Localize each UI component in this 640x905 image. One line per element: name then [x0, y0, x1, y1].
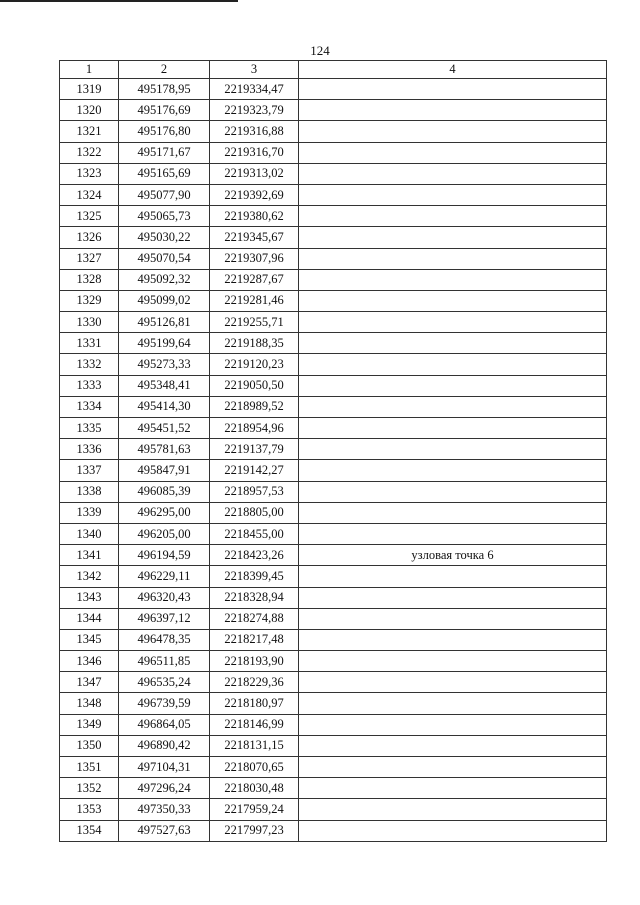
y-coordinate-cell: 2219380,62 — [210, 206, 299, 227]
note-cell — [299, 354, 607, 375]
x-coordinate-cell: 495099,02 — [119, 290, 210, 311]
y-coordinate-cell: 2218217,48 — [210, 629, 299, 650]
point-number-cell: 1345 — [60, 629, 119, 650]
y-coordinate-cell: 2219323,79 — [210, 100, 299, 121]
note-cell — [299, 163, 607, 184]
x-coordinate-cell: 495847,91 — [119, 460, 210, 481]
note-cell — [299, 820, 607, 841]
table-row — [60, 757, 607, 778]
point-number-cell: 1325 — [60, 206, 119, 227]
table-row — [60, 142, 607, 163]
table-row — [60, 672, 607, 693]
point-number-cell: 1348 — [60, 693, 119, 714]
x-coordinate-cell: 496205,00 — [119, 523, 210, 544]
y-coordinate-cell: 2219050,50 — [210, 375, 299, 396]
point-number-cell: 1349 — [60, 714, 119, 735]
point-number-cell: 1344 — [60, 608, 119, 629]
table-row — [60, 227, 607, 248]
note-cell — [299, 481, 607, 502]
point-number-cell: 1319 — [60, 79, 119, 100]
x-coordinate-cell: 495178,95 — [119, 79, 210, 100]
y-coordinate-cell: 2219188,35 — [210, 333, 299, 354]
x-coordinate-cell: 495273,33 — [119, 354, 210, 375]
y-coordinate-cell: 2219255,71 — [210, 312, 299, 333]
point-number-cell: 1330 — [60, 312, 119, 333]
y-coordinate-cell: 2218146,99 — [210, 714, 299, 735]
x-coordinate-cell: 496397,12 — [119, 608, 210, 629]
table-row — [60, 184, 607, 205]
y-coordinate-cell: 2218030,48 — [210, 778, 299, 799]
point-number-cell: 1341 — [60, 545, 119, 566]
coordinates-table — [59, 60, 607, 842]
table-row — [60, 820, 607, 841]
y-coordinate-cell: 2217959,24 — [210, 799, 299, 820]
point-number-cell: 1336 — [60, 439, 119, 460]
point-number-cell: 1342 — [60, 566, 119, 587]
note-cell — [299, 651, 607, 672]
point-number-cell: 1338 — [60, 481, 119, 502]
x-coordinate-cell: 495092,32 — [119, 269, 210, 290]
table-row — [60, 481, 607, 502]
table-row — [60, 799, 607, 820]
table-row — [60, 312, 607, 333]
y-coordinate-cell: 2218131,15 — [210, 735, 299, 756]
point-number-cell: 1333 — [60, 375, 119, 396]
x-coordinate-cell: 497104,31 — [119, 757, 210, 778]
x-coordinate-cell: 496320,43 — [119, 587, 210, 608]
y-coordinate-cell: 2219313,02 — [210, 163, 299, 184]
x-coordinate-cell: 496511,85 — [119, 651, 210, 672]
point-number-cell: 1329 — [60, 290, 119, 311]
point-number-cell: 1327 — [60, 248, 119, 269]
y-coordinate-cell: 2219345,67 — [210, 227, 299, 248]
column-header-3: 3 — [210, 61, 299, 79]
y-coordinate-cell: 2218957,53 — [210, 481, 299, 502]
y-coordinate-cell: 2218070,65 — [210, 757, 299, 778]
x-coordinate-cell: 495199,64 — [119, 333, 210, 354]
column-header-1: 1 — [60, 61, 119, 79]
table-row — [60, 523, 607, 544]
point-number-cell: 1334 — [60, 396, 119, 417]
note-cell: узловая точка 6 — [299, 545, 607, 566]
column-header-4: 4 — [299, 61, 607, 79]
point-number-cell: 1320 — [60, 100, 119, 121]
y-coordinate-cell: 2218423,26 — [210, 545, 299, 566]
note-cell — [299, 227, 607, 248]
y-coordinate-cell: 2219392,69 — [210, 184, 299, 205]
y-coordinate-cell: 2218989,52 — [210, 396, 299, 417]
point-number-cell: 1328 — [60, 269, 119, 290]
note-cell — [299, 460, 607, 481]
note-cell — [299, 248, 607, 269]
x-coordinate-cell: 495171,67 — [119, 142, 210, 163]
note-cell — [299, 693, 607, 714]
y-coordinate-cell: 2219142,27 — [210, 460, 299, 481]
point-number-cell: 1332 — [60, 354, 119, 375]
x-coordinate-cell: 495126,81 — [119, 312, 210, 333]
note-cell — [299, 778, 607, 799]
point-number-cell: 1324 — [60, 184, 119, 205]
y-coordinate-cell: 2218954,96 — [210, 418, 299, 439]
point-number-cell: 1353 — [60, 799, 119, 820]
x-coordinate-cell: 496890,42 — [119, 735, 210, 756]
note-cell — [299, 672, 607, 693]
table-row — [60, 100, 607, 121]
point-number-cell: 1337 — [60, 460, 119, 481]
y-coordinate-cell: 2219287,67 — [210, 269, 299, 290]
note-cell — [299, 396, 607, 417]
table-row — [60, 502, 607, 523]
x-coordinate-cell: 496229,11 — [119, 566, 210, 587]
note-cell — [299, 735, 607, 756]
y-coordinate-cell: 2218455,00 — [210, 523, 299, 544]
x-coordinate-cell: 496535,24 — [119, 672, 210, 693]
table-row — [60, 163, 607, 184]
page-number: 124 — [310, 43, 330, 58]
point-number-cell: 1346 — [60, 651, 119, 672]
note-cell — [299, 587, 607, 608]
table-row — [60, 290, 607, 311]
y-coordinate-cell: 2219307,96 — [210, 248, 299, 269]
header-row — [60, 61, 607, 79]
x-coordinate-cell: 497350,33 — [119, 799, 210, 820]
note-cell — [299, 418, 607, 439]
note-cell — [299, 312, 607, 333]
table-row — [60, 714, 607, 735]
x-coordinate-cell: 495065,73 — [119, 206, 210, 227]
y-coordinate-cell: 2217997,23 — [210, 820, 299, 841]
x-coordinate-cell: 497527,63 — [119, 820, 210, 841]
table-row — [60, 418, 607, 439]
table-row — [60, 248, 607, 269]
table-body — [60, 79, 607, 842]
note-cell — [299, 79, 607, 100]
table-row — [60, 566, 607, 587]
note-cell — [299, 608, 607, 629]
table-row — [60, 693, 607, 714]
top-rule — [0, 0, 238, 2]
x-coordinate-cell: 495176,80 — [119, 121, 210, 142]
x-coordinate-cell: 495030,22 — [119, 227, 210, 248]
y-coordinate-cell: 2219137,79 — [210, 439, 299, 460]
note-cell — [299, 714, 607, 735]
y-coordinate-cell: 2219120,23 — [210, 354, 299, 375]
point-number-cell: 1322 — [60, 142, 119, 163]
y-coordinate-cell: 2218193,90 — [210, 651, 299, 672]
table-row — [60, 778, 607, 799]
y-coordinate-cell: 2218399,45 — [210, 566, 299, 587]
point-number-cell: 1321 — [60, 121, 119, 142]
table-row — [60, 206, 607, 227]
point-number-cell: 1347 — [60, 672, 119, 693]
y-coordinate-cell: 2218805,00 — [210, 502, 299, 523]
x-coordinate-cell: 495176,69 — [119, 100, 210, 121]
y-coordinate-cell: 2218328,94 — [210, 587, 299, 608]
table-row — [60, 121, 607, 142]
x-coordinate-cell: 497296,24 — [119, 778, 210, 799]
point-number-cell: 1323 — [60, 163, 119, 184]
note-cell — [299, 566, 607, 587]
column-header-2: 2 — [119, 61, 210, 79]
x-coordinate-cell: 496085,39 — [119, 481, 210, 502]
note-cell — [299, 142, 607, 163]
note-cell — [299, 206, 607, 227]
table-row — [60, 587, 607, 608]
table-row — [60, 651, 607, 672]
x-coordinate-cell: 495781,63 — [119, 439, 210, 460]
y-coordinate-cell: 2218274,88 — [210, 608, 299, 629]
table-row — [60, 735, 607, 756]
y-coordinate-cell: 2218229,36 — [210, 672, 299, 693]
table-row — [60, 545, 607, 566]
table-row — [60, 333, 607, 354]
note-cell — [299, 799, 607, 820]
point-number-cell: 1331 — [60, 333, 119, 354]
note-cell — [299, 757, 607, 778]
table-row — [60, 375, 607, 396]
x-coordinate-cell: 496864,05 — [119, 714, 210, 735]
y-coordinate-cell: 2218180,97 — [210, 693, 299, 714]
x-coordinate-cell: 496739,59 — [119, 693, 210, 714]
point-number-cell: 1326 — [60, 227, 119, 248]
note-cell — [299, 100, 607, 121]
table-row — [60, 79, 607, 100]
point-number-cell: 1354 — [60, 820, 119, 841]
table-row — [60, 608, 607, 629]
x-coordinate-cell: 495077,90 — [119, 184, 210, 205]
note-cell — [299, 121, 607, 142]
y-coordinate-cell: 2219281,46 — [210, 290, 299, 311]
note-cell — [299, 375, 607, 396]
y-coordinate-cell: 2219334,47 — [210, 79, 299, 100]
point-number-cell: 1340 — [60, 523, 119, 544]
table-row — [60, 354, 607, 375]
note-cell — [299, 269, 607, 290]
note-cell — [299, 629, 607, 650]
table-row — [60, 396, 607, 417]
x-coordinate-cell: 495165,69 — [119, 163, 210, 184]
table-row — [60, 460, 607, 481]
note-cell — [299, 184, 607, 205]
table-row — [60, 439, 607, 460]
x-coordinate-cell: 496194,59 — [119, 545, 210, 566]
x-coordinate-cell: 496295,00 — [119, 502, 210, 523]
table-row — [60, 269, 607, 290]
note-cell — [299, 290, 607, 311]
point-number-cell: 1350 — [60, 735, 119, 756]
x-coordinate-cell: 495070,54 — [119, 248, 210, 269]
x-coordinate-cell: 495348,41 — [119, 375, 210, 396]
point-number-cell: 1352 — [60, 778, 119, 799]
y-coordinate-cell: 2219316,70 — [210, 142, 299, 163]
y-coordinate-cell: 2219316,88 — [210, 121, 299, 142]
note-cell — [299, 333, 607, 354]
x-coordinate-cell: 495414,30 — [119, 396, 210, 417]
point-number-cell: 1339 — [60, 502, 119, 523]
point-number-cell: 1335 — [60, 418, 119, 439]
note-cell — [299, 439, 607, 460]
point-number-cell: 1351 — [60, 757, 119, 778]
point-number-cell: 1343 — [60, 587, 119, 608]
x-coordinate-cell: 496478,35 — [119, 629, 210, 650]
note-cell — [299, 523, 607, 544]
x-coordinate-cell: 495451,52 — [119, 418, 210, 439]
table-row — [60, 629, 607, 650]
note-cell — [299, 502, 607, 523]
